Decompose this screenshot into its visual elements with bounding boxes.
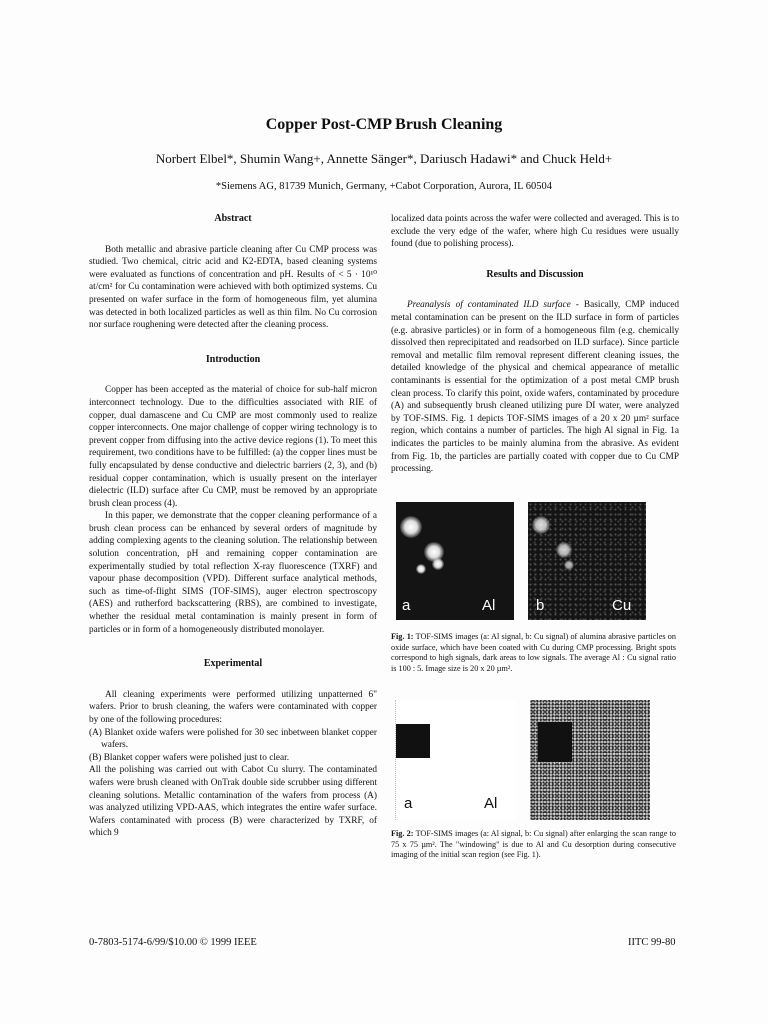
intro-paragraph-2: In this paper, we demonstrate that the copper cleaning performance of a brush clean process can be enhanced by several orders of magnitude by adding complexing agents to the cleaning solution. The relationship between solution concentration, pH and remaining copper contamination are experimentally studied by total reflection X-ray fluorescence (TXRF) and vapour phase decomposition (VPD). Different surface analytical methods, such as time-of-flight SIMS (TOF-SIMS), auger electron spectroscopy (AES) and rutherford backscattering (RBS), are combined to investigate, whether the residual metal contamination is mainly present in form of particles or in form of a homogeneously distributed monolayer.	[89, 511, 377, 635]
results-lead: Preanalysis of contaminated ILD surface	[407, 300, 571, 311]
fig1-image-cu	[528, 502, 646, 620]
introduction-heading: Introduction	[205, 353, 261, 365]
figure-2-caption	[391, 829, 676, 861]
fig2-label-a: a	[404, 795, 413, 812]
footer-page-id: IITC 99-80	[628, 937, 676, 948]
experimental-paragraph-2: All the polishing was carried out with Cabot Cu slurry. The contaminated wafers were brush cleaned with OnTrak double side scrubber using different cleaning solutions. Metallic contamination of the wafers from process (A) was analyzed utilizing VPD-AAS, which integrates the entire wafer surface. Wafers contaminated with process (B) were characterized by TXRF, of which 9	[89, 765, 377, 839]
abstract-heading: Abstract	[214, 213, 252, 224]
fig2-caption-label: Fig. 2:	[391, 829, 414, 838]
results-paragraph	[391, 299, 679, 475]
fig1-label-b: b	[536, 597, 545, 614]
intro-paragraph-1: Copper has been accepted as the material of choice for sub-half micron interconnect technology. Due to the difficulties associated with RIE of copper, dual damascene and Cu CMP are most commonly used to realize copper interconnects. One major challenge of copper wiring technology is to prevent copper from diffusing into the active device regions (1). To meet this requirement, two conditions have to be fulfilled: (a) the copper lines must be fully encapsulated by dense conductive and dielectric barriers (2, 3), and (b) residual copper contamination, which is usually present on the interlayer dielectric (ILD) surface after Cu CMP, must be removed by an appropriate brush clean process (4).	[89, 385, 377, 509]
fig2-image-al	[395, 700, 516, 820]
figure-1	[396, 502, 646, 620]
author-list: Norbert Elbel*, Shumin Wang+, Annette Sänger*, Dariusch Hadawi* and Chuck Held+	[155, 151, 613, 166]
experimental-heading: Experimental	[203, 658, 263, 670]
results-text: - Basically, CMP induced metal contamination can be present on the ILD surface in form of particles (e.g. abrasive particles) or in form of a homogeneous film (e.g. chemically dissolved then reprecipitated and readsorbed on ILD surface). Since particle removal and metallic film removal represent different cleaning issues, the detailed knowledge of the physical and chemical appearance of metallic contaminants is essential for the optimization of a post metal CMP brush clean process. To clarify this point, oxide wafers, contaminated by procedure (A) and subsequently brush cleaned utilizing pure DI water, were analyzed by TOF-SIMS. Fig. 1 depicts TOF-SIMS images of a 20 x 20 µm² surface region, which contains a number of particles. The high Al signal in Fig. 1a indicates the particles to be mainly alumina from the abrasive. As evident from Fig. 1b, the particles are partially coated with copper due to Cu CMP processing.	[391, 300, 679, 475]
fig2-label-al: Al	[484, 795, 498, 812]
fig1-caption-label: Fig. 1:	[391, 632, 414, 641]
fig1-image-al	[396, 502, 514, 620]
footer-copyright: 0-7803-5174-6/99/$10.00 © 1999 IEEE	[89, 937, 257, 948]
right-column	[391, 213, 679, 476]
abstract-text: Both metallic and abrasive particle cleaning after Cu CMP process was studied. Two chemical, citric acid and K2-EDTA, based cleaning systems were evaluated as functions of concentration and pH. Results of < 5 · 10¹⁰ at/cm² for Cu contamination were achieved with both optimized systems. Cu presented on wafer surface in the form of homogeneous film, yet alumina was detected in both localized particles as well as thin film. No Cu corrosion nor surface roughening were detected after the cleaning process.	[89, 244, 377, 331]
experimental-paragraph-1: All cleaning experiments were performed utilizing unpatterned 6" wafers. Prior to brush cleaning, the wafers were contaminated with copper by one of the following procedures:	[89, 689, 377, 725]
paper-title: Copper Post-CMP Brush Cleaning	[265, 116, 503, 133]
continued-paragraph: localized data points across the wafer were collected and averaged. This is to exclude the very edge of the wafer, where high Cu residues were usually found (due to polishing process).	[391, 214, 679, 250]
figure-1-caption	[391, 632, 676, 674]
results-heading: Results and Discussion	[486, 268, 584, 280]
fig2-caption-text: TOF-SIMS images (a: Al signal, b: Cu signal) after enlarging the scan range to 75 x 75 µm². The "windowing" is due to Al and Cu desorption during consecutive imaging of the initial scan region (see Fig. 1).	[391, 829, 676, 860]
procedure-a: (A) Blanket oxide wafers were polished for 30 sec inbetween blanket copper wafers.	[89, 727, 377, 751]
procedure-b: (B) Blanket copper wafers were polished just to clear.	[89, 752, 290, 763]
fig1-label-a: a	[402, 597, 411, 614]
affiliation: *Siemens AG, 81739 Munich, Germany, +Cabot Corporation, Aurora, IL 60504	[215, 181, 553, 192]
figure-2	[395, 700, 650, 820]
fig1-caption-text: TOF-SIMS images (a: Al signal, b: Cu signal) of alumina abrasive particles on oxide surface, which have been coated with Cu during CMP processing. Bright spots correspond to high signals, dark areas to low signals. The average Al : Cu signal ratio is 100 : 5. Image size is 20 x 20 µm².	[391, 632, 676, 673]
fig2-image-cu	[530, 700, 650, 820]
fig1-label-al: Al	[482, 597, 496, 614]
left-column	[89, 213, 377, 840]
fig1-label-cu: Cu	[612, 597, 632, 614]
